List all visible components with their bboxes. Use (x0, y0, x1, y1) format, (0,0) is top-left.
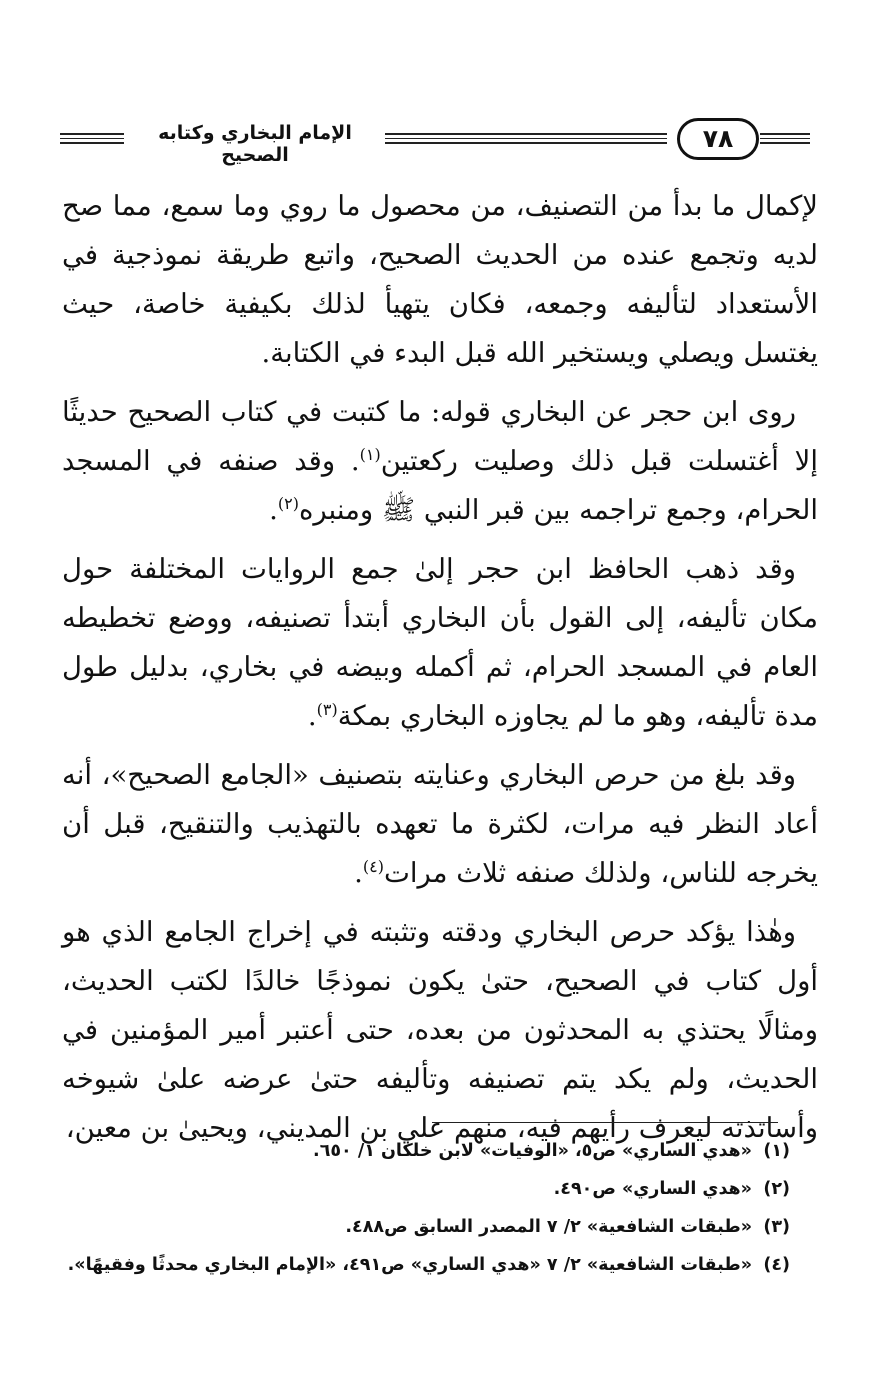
page-number: ٧٨ (677, 118, 759, 160)
footnote-text: «طبقات الشافعية» ٢/ ٧ «هدي الساري» ص٤٩١، «الإمام البخاري محدثًا وفقيهًا». (67, 1255, 752, 1275)
footnote-text: «هدي الساري» ص٥، «الوفيات» لابن خلكان ١/ ٦٥٠. (313, 1141, 752, 1161)
header-rule-middle (385, 133, 667, 144)
paragraph-4 (62, 751, 818, 898)
footnotes (67, 1132, 790, 1284)
footnote-1 (150, 1132, 790, 1170)
footnote-separator (432, 1122, 778, 1123)
footnote-number: (٣) (763, 1217, 790, 1237)
footnote-4 (67, 1246, 790, 1284)
paragraph-text: . (354, 857, 363, 889)
running-title: الإمام البخاري وكتابه الصحيح (158, 122, 352, 166)
paragraph-1 (62, 182, 818, 378)
footnote-number: (٢) (763, 1179, 790, 1199)
footnote-3 (150, 1208, 790, 1246)
footnote-text: «طبقات الشافعية» ٢/ ٧ المصدر السابق ص٤٨٨. (345, 1217, 752, 1237)
footnote-2 (150, 1170, 790, 1208)
paragraph-text: لإكمال ما بدأ من التصنيف، من محصول ما روي وما سمع، مما صح لديه وتجمع عنده من الحديث الصحيح، واتبع طريقة نموذجية في الأستعداد لتأليفه وجمعه، فكان يتهيأ لذلك بكيفية خاصة، حيث يغتسل ويصلي ويستخير الله قبل البدء في الكتابة. (62, 190, 818, 369)
footnote-ref-3: (٣) (316, 699, 338, 719)
paragraph-2 (62, 388, 818, 535)
paragraph-text: . (269, 494, 278, 526)
footnote-ref-4: (٤) (362, 856, 385, 876)
paragraph-text: . وقد صنفه في المسجد الحرام، وجمع تراجمه بين قبر النبي ﷺ ومنبره (62, 445, 818, 526)
paragraph-text: . (307, 700, 317, 732)
footnote-number: (١) (763, 1141, 790, 1161)
paragraph-text: وهٰذا يؤكد حرص البخاري ودقته وتثبته في إخراج الجامع الذي هو أول كتاب في الصحيح، حتىٰ يكون نموذجًا خالدًا لكتب الحديث، ومثالًا يحتذي به المحدثون من بعده، حتى أعتبر أمير المؤمنين في الحديث، ولم يكد يتم تصنيفه وتأليفه حتىٰ عرضه علىٰ شيوخه وأساتذته ليعرف رأيهم فيه، منهم علي بن المديني، ويحيىٰ بن معين، (62, 916, 818, 1144)
header-rule-left (60, 133, 124, 144)
paragraph-text: وقد بلغ من حرص البخاري وعنايته بتصنيف «الجامع الصحيح»، أنه أعاد النظر فيه مرات، لكثرة ما تعهده بالتهذيب والتنقيح، قبل أن يخرجه للناس، ولذلك صنفه ثلاث مرات (62, 759, 818, 889)
footnote-ref-2: (٢) (277, 493, 299, 513)
header-rule-right (760, 133, 810, 144)
footnote-text: «هدي الساري» ص٤٩٠. (553, 1179, 752, 1199)
page-header (60, 118, 810, 168)
paragraph-3 (62, 545, 818, 741)
main-text (62, 182, 818, 1153)
paragraph-text: روى ابن حجر عن البخاري قوله: ما كتبت في كتاب الصحيح حديثًا إلا أغتسلت قبل ذلك وصليت ركعتين (62, 396, 818, 477)
footnote-number: (٤) (763, 1255, 790, 1275)
footnote-ref-1: (١) (359, 444, 381, 464)
paragraph-5 (62, 908, 818, 1153)
paragraph-text: وقد ذهب الحافظ ابن حجر إلىٰ جمع الروايات المختلفة حول مكان تأليفه، إلى القول بأن البخاري أبتدأ تصنيفه، ووضع تخطيطه العام في المسجد الحرام، ثم أكمله وبيضه في بخاري، بدليل طول مدة تأليفه، وهو ما لم يجاوزه البخاري بمكة (62, 553, 818, 732)
